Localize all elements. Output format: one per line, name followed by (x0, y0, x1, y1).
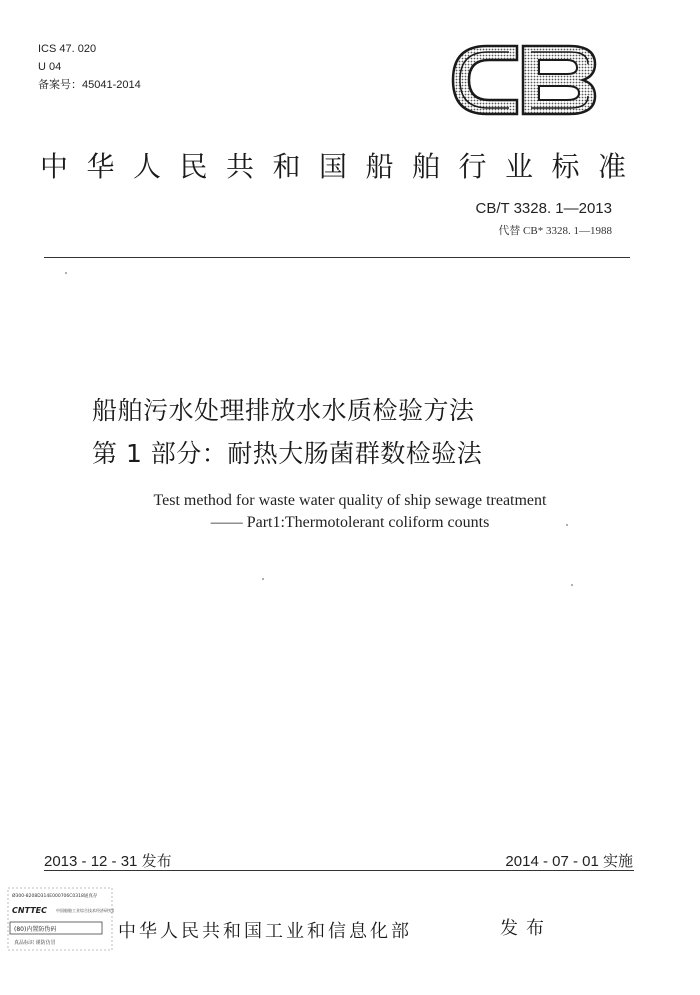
title-zh-line2: 第 1 部分：耐热大肠菌群数检验法 (92, 439, 483, 468)
footer-divider (44, 870, 634, 871)
publisher-name: 中华人民共和国工业和信息化部 (118, 921, 412, 942)
seal-line-5: 真品标识 谨防仿冒 (14, 940, 56, 946)
title-en-line2: —— Part1:Thermotolerant coliform counts (210, 514, 490, 531)
industry-standard-title: 中华人民共和国船舶行业标准 (40, 150, 645, 183)
document-metadata (38, 40, 141, 94)
cb-logo-graphic (449, 42, 599, 118)
seal-graphic (6, 886, 114, 952)
standard-number: CB/T 3328. 1—2013 (475, 200, 612, 217)
seal-line-1: Ø300-8208D314E000706C0318通真存 (12, 894, 98, 899)
record-number: 备案号：45041-2014 (38, 79, 141, 91)
header-divider (44, 257, 630, 258)
title-en-line1: Test method for waste water quality of ship sewage treatment (153, 492, 547, 509)
seal-line-4: (80)内置防伪码 (14, 926, 57, 933)
effective-date: 2014 - 07 - 01 实施 (505, 853, 633, 870)
title-zh-line1: 船舶污水处理排放水水质检验方法 (92, 396, 475, 425)
scan-speck (571, 584, 573, 586)
seal-line-3: 中国船舶工业综合技术经济研究院 (56, 908, 114, 913)
cb-logo (449, 42, 599, 118)
replaces-standard: 代替 CB* 3328. 1—1988 (498, 225, 612, 237)
seal-line-2: CNTTEC (12, 906, 47, 915)
scan-speck (566, 524, 568, 526)
ccs-code: U 04 (38, 61, 62, 73)
issue-date: 2013 - 12 - 31 发布 (44, 853, 172, 870)
scan-speck (65, 272, 67, 274)
anti-counterfeit-seal (6, 886, 114, 952)
publish-label: 发布 (500, 918, 552, 939)
scan-speck (262, 578, 264, 580)
ics-code: ICS 47. 020 (38, 43, 97, 55)
